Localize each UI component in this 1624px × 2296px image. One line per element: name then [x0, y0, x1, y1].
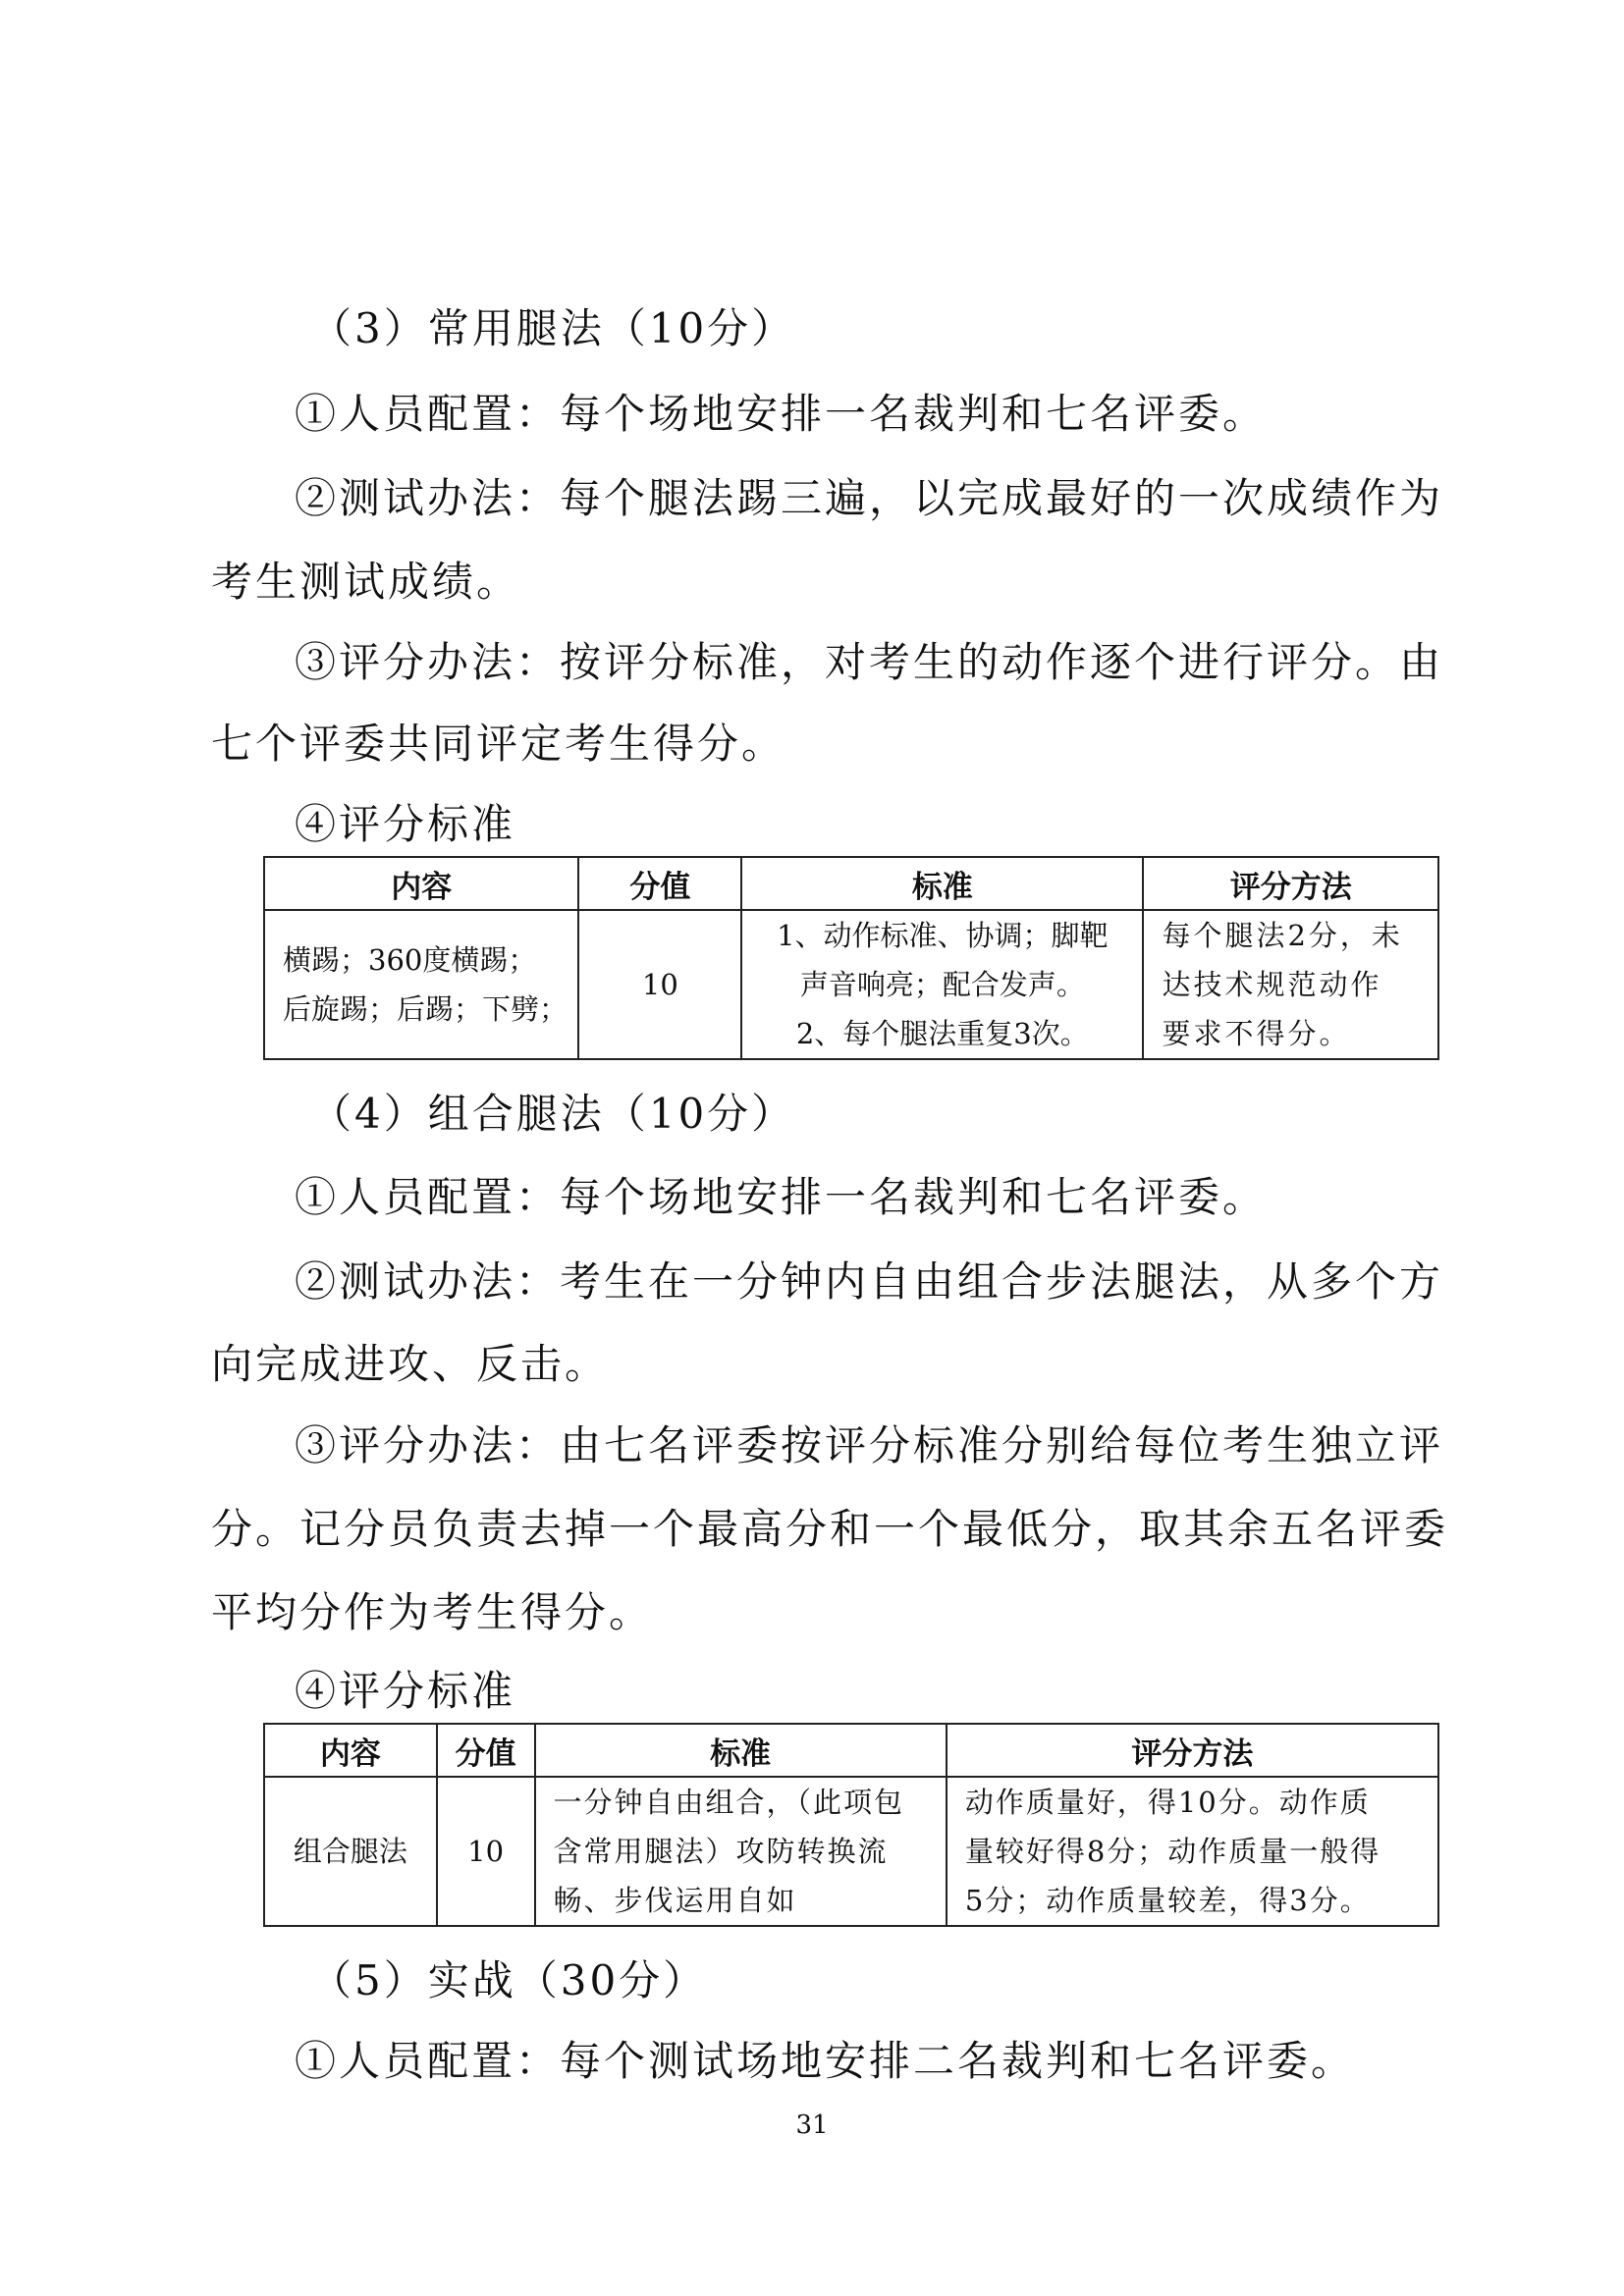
method-line: 5分；动作质量较差，得3分。 — [964, 1884, 1371, 1917]
section4-scoring-line2: 分。记分员负责去掉一个最高分和一个最低分，取其余五名评委 — [211, 1505, 1449, 1553]
section4-criteria-table — [263, 1723, 1439, 1927]
table-header-row — [264, 857, 1438, 910]
header-score: 分值 — [437, 1724, 535, 1777]
section3-scoring-line2: 七个评委共同评定考生得分。 — [211, 720, 786, 768]
header-content: 内容 — [264, 1724, 437, 1777]
standard-line: 1、动作标准、协调；脚靶 — [777, 919, 1109, 952]
content-line: 横踢；360度横踢； — [283, 943, 537, 977]
cell-standard — [535, 1777, 947, 1926]
table-row — [264, 910, 1438, 1059]
standard-line: 2、每个腿法重复3次。 — [795, 1017, 1089, 1050]
header-method: 评分方法 — [1143, 857, 1438, 910]
cell-score: 10 — [578, 910, 741, 1059]
section4-criteria-label: ④评分标准 — [295, 1667, 516, 1715]
cell-content: 组合腿法 — [264, 1777, 437, 1926]
standard-line: 畅、步伐运用自如 — [553, 1884, 797, 1917]
section3-method-line2: 考生测试成绩。 — [211, 558, 521, 606]
section4-scoring-line3: 平均分作为考生得分。 — [211, 1588, 654, 1636]
table-row — [264, 1777, 1438, 1926]
cell-method — [1143, 910, 1438, 1059]
cell-standard — [741, 910, 1143, 1059]
section3-criteria-label: ④评分标准 — [295, 800, 516, 848]
method-line: 要求不得分。 — [1162, 1017, 1351, 1050]
section5-staffing: ①人员配置：每个测试场地安排二名裁判和七名评委。 — [295, 2037, 1356, 2085]
table-header-row — [264, 1724, 1438, 1777]
method-line: 每个腿法2分，未 — [1162, 919, 1403, 952]
standard-line: 声音响亮；配合发声。 — [799, 968, 1085, 1001]
content-line: 后旋踢；后踢；下劈； — [283, 992, 568, 1026]
header-standard: 标准 — [741, 857, 1143, 910]
cell-content — [264, 910, 578, 1059]
section3-staffing: ①人员配置：每个场地安排一名裁判和七名评委。 — [295, 390, 1268, 438]
section4-method-line2: 向完成进攻、反击。 — [211, 1340, 610, 1388]
page-number: 31 — [795, 2110, 829, 2140]
standard-line: 含常用腿法）攻防转换流 — [553, 1835, 889, 1868]
section3-heading: （3）常用腿法（10分） — [310, 304, 796, 352]
section5-heading: （5）实战（30分） — [310, 1956, 708, 2004]
cell-method — [947, 1777, 1438, 1926]
method-line: 达技术规范动作 — [1162, 968, 1382, 1001]
header-method: 评分方法 — [947, 1724, 1438, 1777]
section4-method-line1: ②测试办法：考生在一分钟内自由组合步法腿法，从多个方 — [295, 1257, 1444, 1306]
section4-heading: （4）组合腿法（10分） — [310, 1090, 796, 1138]
section3-scoring-line1: ③评分办法：按评分标准，对考生的动作逐个进行评分。由 — [295, 638, 1444, 686]
section3-criteria-table — [263, 856, 1439, 1060]
cell-score: 10 — [437, 1777, 535, 1926]
method-line: 量较好得8分；动作质量一般得 — [964, 1835, 1381, 1868]
section4-scoring-line1: ③评分办法：由七名评委按评分标准分别给每位考生独立评 — [295, 1421, 1444, 1469]
header-content: 内容 — [264, 857, 578, 910]
section4-staffing: ①人员配置：每个场地安排一名裁判和七名评委。 — [295, 1173, 1268, 1221]
method-line: 动作质量好，得10分。动作质 — [964, 1786, 1371, 1819]
header-score: 分值 — [578, 857, 741, 910]
section3-method-line1: ②测试办法：每个腿法踢三遍，以完成最好的一次成绩作为 — [295, 474, 1444, 522]
standard-line: 一分钟自由组合，（此项包 — [553, 1786, 905, 1819]
header-standard: 标准 — [535, 1724, 947, 1777]
